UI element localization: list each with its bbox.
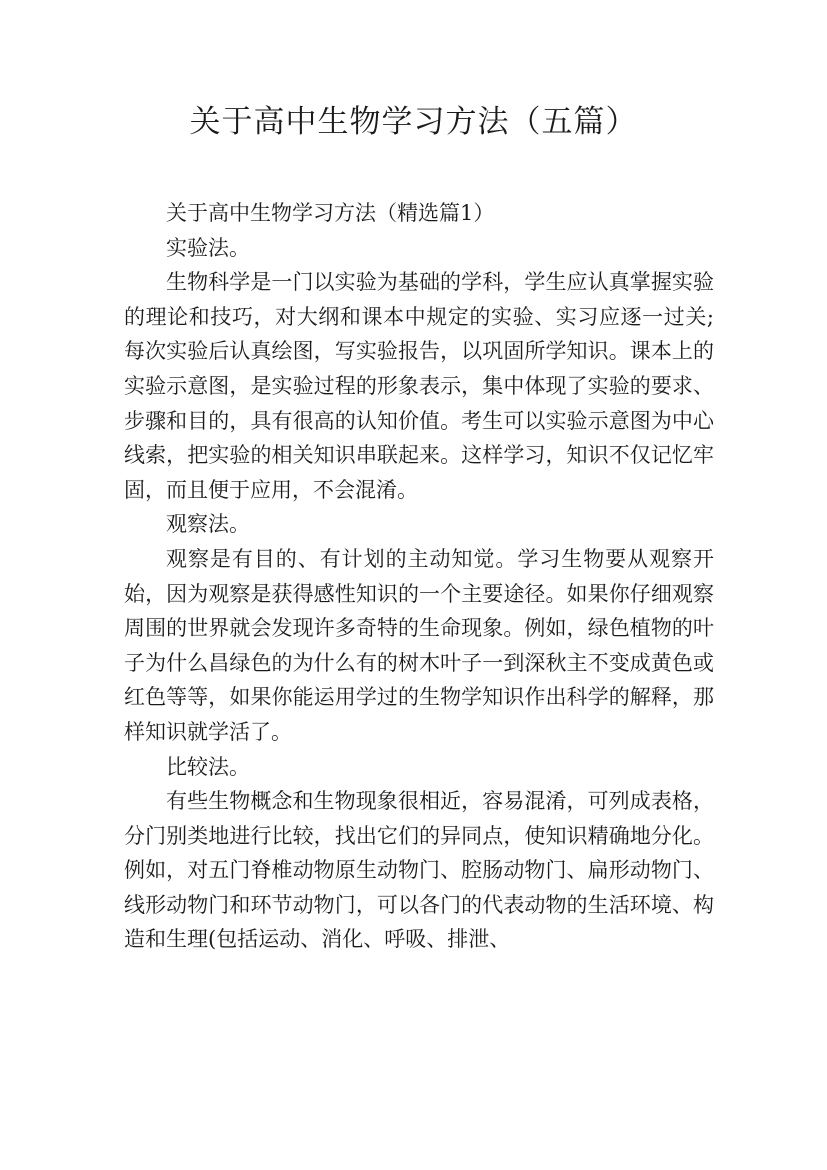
document-title: 关于高中生物学习方法（五篇） (189, 104, 638, 140)
method-heading-comparison: 比较法。 (166, 754, 250, 779)
method-heading-observation: 观察法。 (166, 512, 250, 537)
method-heading-experiment: 实验法。 (166, 235, 250, 260)
paragraph-comparison: 有些生物概念和生物现象很相近，容易混淆，可列成表格，分门别类地进行比较，找出它们的异同点，使知识精确地分化。例如，对五门脊椎动物原生动物门、腔肠动物门、扁形动物门、线形动物门和环节动物门，可以各门的代表动物的生活环境、构造和生理(包括运动、消化、呼吸、排泄、 (124, 789, 714, 952)
paragraph-experiment: 生物科学是一门以实验为基础的学科，学生应认真掌握实验的理论和技巧，对大纲和课本中规定的实验、实习应逐一过关;每次实验后认真绘图，写实验报告，以巩固所学知识。课本上的实验示意图，是实验过程的形象表示，集中体现了实验的要求、步骤和目的，具有很高的认知价值。考生可以实验示意图为中心线索，把实验的相关知识串联起来。这样学习，知识不仅记忆牢固，而且便于应用，不会混淆。 (124, 270, 714, 502)
document-body (124, 196, 714, 957)
paragraph-observation: 观察是有目的、有计划的主动知觉。学习生物要从观察开始，因为观察是获得感性知识的一个主要途径。如果你仔细观察周围的世界就会发现许多奇特的生命现象。例如，绿色植物的叶子为什么昌绿色的为什么有的树木叶子一到深秋主不变成黄色或红色等等，如果你能运用学过的生物学知识作出科学的解释，那样知识就学活了。 (124, 546, 714, 744)
section-heading: 关于高中生物学习方法（精选篇1） (166, 201, 495, 225)
